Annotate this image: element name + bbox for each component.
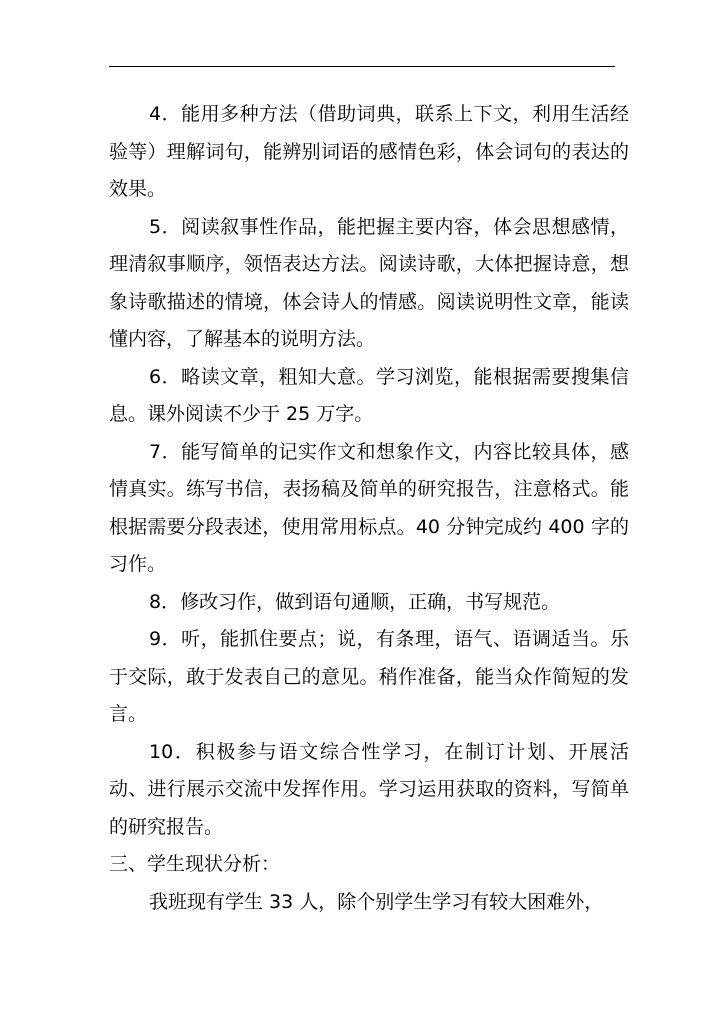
paragraph-item-6: 6．略读文章，粗知大意。学习浏览，能根据需要搜集信息。课外阅读不少于 25 万字。 — [109, 365, 629, 425]
header-rule — [109, 66, 615, 67]
paragraph-item-5: 5．阅读叙事性作品，能把握主要内容，体会思想感情，理清叙事顺序，领悟表达方法。阅读诗歌，大体把握诗意，想象诗歌描述的情境，体会诗人的情感。阅读说明性文章，能读懂内容，了解基本的说明方法。 — [109, 215, 629, 350]
paragraph-item-4: 4．能用多种方法（借助词典，联系上下文，利用生活经验等）理解词句，能辨别词语的感情色彩，体会词句的表达的效果。 — [109, 103, 629, 200]
document-body — [109, 96, 629, 921]
paragraph-item-9: 9．听，能抓住要点；说，有条理，语气、语调适当。乐于交际，敢于发表自己的意见。稍作准备，能当众作简短的发言。 — [109, 628, 629, 725]
section-heading: 三、学生现状分析： — [109, 853, 281, 875]
paragraph-item-10: 10．积极参与语文综合性学习，在制订计划、开展活动、进行展示交流中发挥作用。学习运用获取的资料，写简单的研究报告。 — [109, 740, 629, 838]
paragraph-item-8: 8．修改习作，做到语句通顺，正确，书写规范。 — [149, 590, 561, 613]
paragraph-student-analysis: 我班现有学生 33 人，除个别学生学习有较大困难外， — [149, 890, 604, 913]
paragraph-item-7: 7．能写简单的记实作文和想象作文，内容比较具体，感情真实。练写书信，表扬稿及简单的研究报告，注意格式。能根据需要分段表述，使用常用标点。40 分钟完成约 400 字的习作。 — [109, 440, 629, 575]
